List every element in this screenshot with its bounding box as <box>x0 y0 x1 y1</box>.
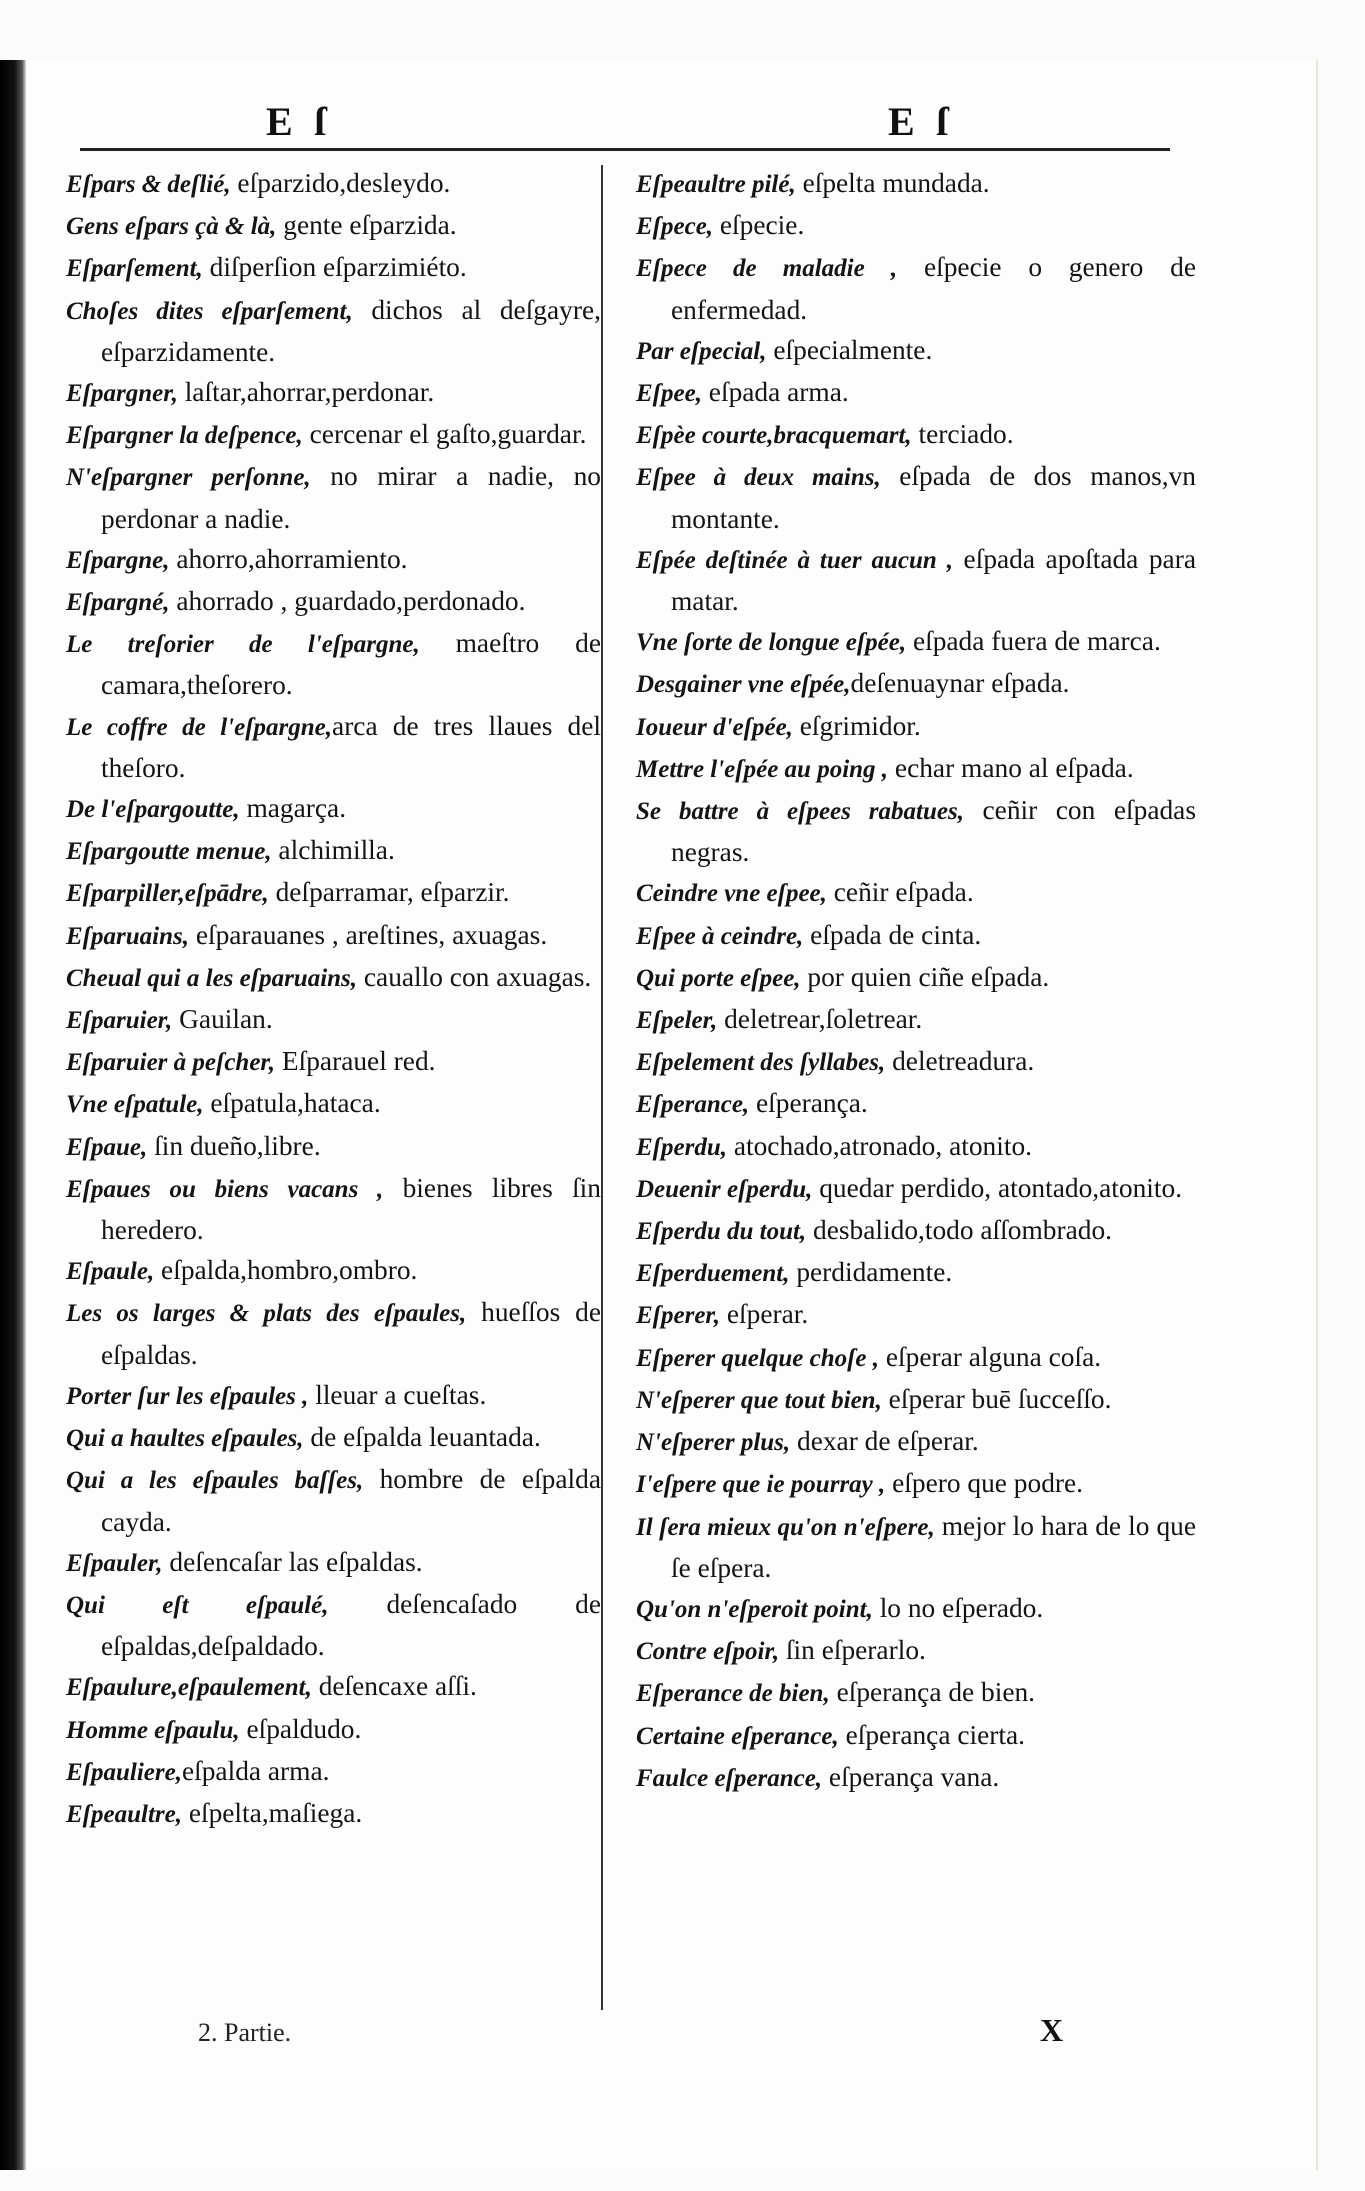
entry-translation: bienes libres ſin heredero. <box>101 1172 601 1246</box>
dictionary-entry <box>66 915 601 957</box>
entry-headword: Eſperance, <box>636 1091 750 1119</box>
dictionary-entry <box>66 1375 601 1417</box>
dictionary-entry <box>636 1252 1196 1294</box>
dictionary-entry <box>636 539 1196 621</box>
dictionary-entry <box>66 247 601 289</box>
entry-translation: cercenar el gaſto,guardar. <box>302 419 587 450</box>
catchword-signature: X <box>1040 2012 1064 2048</box>
entry-translation: dexar de eſperar. <box>790 1426 979 1457</box>
entry-headword: Eſperduement, <box>636 1260 790 1288</box>
entry-translation: eſperar alguna coſa. <box>879 1341 1102 1372</box>
entry-headword: Il ſera mieux qu'on n'eſpere, <box>636 1513 935 1541</box>
dictionary-entry <box>66 1168 601 1250</box>
entry-headword: Certaine eſperance, <box>636 1722 839 1750</box>
entry-headword: Eſpece, <box>636 213 714 241</box>
dictionary-entry <box>636 1588 1196 1630</box>
entry-headword: Eſparuier, <box>66 1007 173 1035</box>
entry-translation: deſparramar, eſparzir. <box>268 877 510 908</box>
dictionary-entry <box>66 1709 601 1751</box>
entry-translation: eſperança. <box>749 1088 868 1119</box>
dictionary-entry <box>636 205 1196 247</box>
entry-translation: maeſtro de camara,theſorero. <box>101 628 601 701</box>
entry-translation: eſgrimidor. <box>792 710 921 741</box>
entry-translation: hueſſos de eſpaldas. <box>101 1297 601 1370</box>
dictionary-entry <box>636 872 1196 914</box>
book-spine-shadow <box>0 60 26 2170</box>
entry-headword: Qui eſt eſpaulé, <box>66 1591 329 1619</box>
entry-headword: Homme eſpaulu, <box>66 1716 240 1744</box>
entry-headword: Vne eſpatule, <box>66 1091 204 1119</box>
dictionary-entry <box>636 247 1196 329</box>
entry-headword: Qui a haultes eſpaules, <box>66 1425 304 1453</box>
dictionary-entry <box>66 1542 601 1584</box>
entry-translation: eſparzido,desleydo. <box>230 168 451 198</box>
right-column <box>636 163 1196 1799</box>
dictionary-entry <box>636 999 1196 1041</box>
entry-headword: Choſes dites eſparſement, <box>66 297 353 325</box>
entry-headword: Le treſorier de l'eſpargne, <box>66 631 420 659</box>
dictionary-entry <box>636 1379 1196 1421</box>
entry-headword: Eſpee à deux mains, <box>636 464 881 492</box>
entry-headword: Eſpaues ou biens vacans , <box>66 1175 384 1203</box>
entry-translation: deſenuaynar eſpada. <box>850 668 1070 699</box>
dictionary-entry <box>66 788 601 830</box>
dictionary-entry <box>636 1421 1196 1463</box>
entry-translation: deſencaſar las eſpaldas. <box>162 1546 423 1577</box>
entry-headword: De l'eſpargoutte, <box>66 796 240 824</box>
dictionary-entry <box>66 1292 601 1374</box>
column-divider <box>601 165 603 2010</box>
signature-mark: 2. Partie. <box>198 2018 292 2047</box>
entry-headword: Eſpaulure,eſpaulement, <box>66 1674 312 1702</box>
dictionary-entry <box>636 372 1196 414</box>
entry-translation: ceñir con eſpadas negras. <box>671 795 1196 868</box>
entry-translation: eſperar buē ſucceſſo. <box>881 1383 1112 1414</box>
entry-translation: laſtar,ahorrar,perdonar. <box>177 377 435 408</box>
entry-translation: ſin eſperarlo. <box>779 1635 926 1666</box>
entry-translation: deſencaxe aſſi. <box>311 1671 477 1702</box>
entry-translation: eſpelta,maſiega. <box>181 1797 363 1828</box>
dictionary-entry <box>66 1250 601 1292</box>
entry-translation: terciado. <box>911 419 1014 450</box>
entry-headword: Eſpauler, <box>66 1549 163 1577</box>
dictionary-entry <box>66 999 601 1041</box>
entry-translation: perdidamente. <box>789 1257 953 1288</box>
dictionary-entry <box>636 1294 1196 1336</box>
dictionary-entry <box>66 957 601 999</box>
entry-translation: Gauilan. <box>172 1004 273 1035</box>
dictionary-entry <box>636 1210 1196 1252</box>
dictionary-entry <box>66 163 601 205</box>
entry-translation: ahorrado , guardado,perdonado. <box>169 586 526 617</box>
entry-headword: Eſpargne, <box>66 546 170 574</box>
dictionary-entry <box>66 830 601 872</box>
dictionary-entry <box>636 1630 1196 1672</box>
dictionary-entry <box>636 456 1196 538</box>
dictionary-entry <box>66 414 601 456</box>
entry-headword: Desgainer vne eſpée, <box>636 671 851 699</box>
entry-headword: Par eſpecial, <box>636 337 767 365</box>
entry-headword: Les os larges & plats des eſpaules, <box>66 1300 467 1328</box>
entry-translation: deletreadura. <box>885 1046 1035 1077</box>
entry-translation: eſpada de cinta. <box>803 919 982 950</box>
entry-headword: Eſpee à ceindre, <box>636 922 804 950</box>
entry-headword: Contre eſpoir, <box>636 1638 780 1666</box>
entry-headword: Eſparuains, <box>66 922 189 950</box>
dictionary-entry <box>636 1041 1196 1083</box>
entry-headword: Cheual qui a les eſparuains, <box>66 964 358 992</box>
entry-headword: Qui a les eſpaules baſſes, <box>66 1467 364 1495</box>
dictionary-entry <box>636 957 1196 999</box>
entry-translation: quedar perdido, atontado,atonito. <box>812 1172 1183 1203</box>
entry-headword: Eſpeaultre pilé, <box>636 171 796 198</box>
entry-translation: eſpalda arma. <box>181 1755 330 1786</box>
entry-headword: Eſparſement, <box>66 255 203 283</box>
entry-headword: Eſpars & deſlié, <box>66 171 231 198</box>
entry-headword: Eſperer quelque choſe , <box>636 1344 880 1372</box>
entry-headword: Eſpaule, <box>66 1258 155 1286</box>
entry-headword: Vne ſorte de longue eſpée, <box>636 629 907 657</box>
entry-headword: Eſpée deſtinée à tuer aucun , <box>636 546 954 574</box>
dictionary-entry <box>636 621 1196 663</box>
entry-translation: eſpero que podre. <box>885 1468 1084 1499</box>
entry-translation: eſperança de bien. <box>829 1677 1036 1708</box>
entry-headword: Eſpee, <box>636 380 702 408</box>
entry-headword: Mettre l'eſpée au poing , <box>636 755 889 783</box>
entry-headword: Eſpeler, <box>636 1007 718 1035</box>
entry-headword: Eſpeaultre, <box>66 1800 182 1828</box>
entry-headword: Eſpargné, <box>66 589 170 617</box>
entry-headword: Faulce eſperance, <box>636 1764 823 1792</box>
dictionary-entry <box>636 1757 1196 1799</box>
entry-headword: Eſpauliere, <box>66 1758 182 1786</box>
entry-translation: eſpada arma. <box>701 377 849 408</box>
dictionary-entry <box>636 706 1196 748</box>
dictionary-entry <box>636 1126 1196 1168</box>
dictionary-entry <box>636 1463 1196 1505</box>
entry-translation: eſpada fuera de marca. <box>906 626 1161 657</box>
entry-headword: Ioueur d'eſpée, <box>636 713 793 741</box>
entry-translation: hombre de eſpalda cayda. <box>101 1464 601 1537</box>
entry-headword: Ceindre vne eſpee, <box>636 880 827 908</box>
entry-translation: arca de tres llaues del theſoro. <box>101 710 601 783</box>
dictionary-entry <box>636 663 1196 705</box>
entry-headword: N'eſperer plus, <box>636 1429 791 1457</box>
dictionary-entry <box>66 1793 601 1835</box>
dictionary-entry <box>66 1751 601 1793</box>
dictionary-entry <box>66 205 601 247</box>
dictionary-entry <box>66 1083 601 1125</box>
entry-translation: Eſparauel red. <box>275 1046 436 1077</box>
dictionary-entry <box>636 1168 1196 1210</box>
entry-headword: I'eſpere que ie pourray , <box>636 1471 886 1499</box>
entry-translation: lleuar a cueſtas. <box>308 1379 487 1410</box>
dictionary-entry <box>636 790 1196 872</box>
entry-translation: eſpalda,hombro,ombro. <box>154 1255 418 1286</box>
entry-headword: Eſpece de maladie , <box>636 255 898 283</box>
entry-headword: Eſpaue, <box>66 1133 148 1161</box>
dictionary-entry <box>66 539 601 581</box>
dictionary-entry <box>66 706 601 788</box>
dictionary-entry <box>636 915 1196 957</box>
entry-headword: N'eſperer que tout bien, <box>636 1386 882 1414</box>
entry-headword: Eſperance de bien, <box>636 1680 830 1708</box>
entry-headword: Eſperdu, <box>636 1133 727 1161</box>
entry-headword: Se battre à eſpees rabatues, <box>636 798 964 826</box>
entry-translation: eſpecie o genero de enfermedad. <box>671 252 1196 325</box>
entry-translation: alchimilla. <box>271 835 395 866</box>
entry-headword: Gens eſpars çà & là, <box>66 213 277 241</box>
entry-translation: ahorro,ahorramiento. <box>169 543 408 574</box>
entry-headword: Eſpargoutte menue, <box>66 838 272 866</box>
entry-translation: eſperança cierta. <box>838 1719 1025 1750</box>
dictionary-entry <box>66 1459 601 1541</box>
entry-translation: eſpaldudo. <box>239 1713 362 1744</box>
left-column <box>66 163 601 1835</box>
dictionary-entry <box>636 1083 1196 1125</box>
entry-translation: eſpelta mundada. <box>795 168 990 198</box>
entry-headword: Eſpargner la deſpence, <box>66 422 303 450</box>
entry-translation: echar mano al eſpada. <box>888 752 1134 783</box>
entry-translation: ſin dueño,libre. <box>147 1130 321 1161</box>
dictionary-entry <box>66 1041 601 1083</box>
dictionary-entry <box>636 414 1196 456</box>
entry-translation: ceñir eſpada. <box>826 877 974 908</box>
entry-translation: deletrear,ſoletrear. <box>717 1004 923 1035</box>
entry-headword: Eſpèe courte,bracquemart, <box>636 422 912 450</box>
entry-translation: eſperança vana. <box>822 1761 1000 1792</box>
entry-translation: mejor lo hara de lo que ſe eſpera. <box>671 1510 1196 1583</box>
dictionary-entry <box>636 163 1196 205</box>
entry-translation: dichos al deſgayre, eſparzidamente. <box>101 294 601 367</box>
dictionary-entry <box>636 330 1196 372</box>
entry-translation: cauallo con axuagas. <box>357 961 592 992</box>
dictionary-entry <box>636 1506 1196 1588</box>
entry-translation: gente eſparzida. <box>276 210 457 241</box>
header-rule <box>80 148 1170 151</box>
entry-translation: por quien ciñe eſpada. <box>800 961 1050 992</box>
entry-translation: eſpatula,hataca. <box>203 1088 381 1119</box>
dictionary-entry <box>66 1666 601 1708</box>
entry-translation: no mirar a nadie, no perdonar a nadie. <box>101 461 601 534</box>
entry-headword: Eſparpiller,eſpādre, <box>66 880 269 908</box>
dictionary-entry <box>66 623 601 705</box>
dictionary-entry <box>636 1715 1196 1757</box>
dictionary-entry <box>636 748 1196 790</box>
entry-translation: atochado,atronado, atonito. <box>726 1130 1032 1161</box>
entry-translation: eſparauanes , areſtines, axuagas. <box>188 919 548 950</box>
entry-headword: Deuenir eſperdu, <box>636 1175 813 1203</box>
entry-headword: Le coffre de l'eſpargne, <box>66 713 333 741</box>
dictionary-entry <box>66 1126 601 1168</box>
entry-headword: N'eſpargner perſonne, <box>66 464 311 492</box>
dictionary-entry <box>66 290 601 372</box>
entry-headword: Eſpargner, <box>66 380 178 408</box>
dictionary-entry <box>66 456 601 538</box>
entry-translation: magarça. <box>239 793 347 824</box>
entry-headword: Eſparuier à peſcher, <box>66 1049 276 1077</box>
dictionary-entry <box>66 372 601 414</box>
entry-headword: Qu'on n'eſperoit point, <box>636 1595 873 1623</box>
entry-headword: Eſperdu du tout, <box>636 1218 807 1246</box>
running-head-left: E ſ <box>266 99 332 144</box>
entry-translation: eſpecialmente. <box>766 334 933 365</box>
entry-translation: eſpada apoſtada para matar. <box>671 543 1196 617</box>
dictionary-entry <box>66 1417 601 1459</box>
dictionary-entry <box>66 581 601 623</box>
dictionary-entry <box>636 1672 1196 1714</box>
entry-translation: eſperar. <box>720 1299 809 1330</box>
dictionary-entry <box>66 1584 601 1666</box>
dictionary-entry <box>66 872 601 914</box>
entry-translation: lo no eſperado. <box>872 1592 1044 1623</box>
dictionary-entry <box>636 1337 1196 1379</box>
entry-translation: deſencaſado de eſpaldas,deſpaldado. <box>101 1588 601 1662</box>
entry-headword: Porter ſur les eſpaules , <box>66 1382 309 1410</box>
entry-translation: desbalido,todo aſſombrado. <box>806 1215 1112 1246</box>
entry-headword: Eſperer, <box>636 1302 721 1330</box>
entry-headword: Qui porte eſpee, <box>636 964 801 992</box>
running-head-right: E ſ <box>888 99 954 144</box>
entry-headword: Eſpelement des ſyllabes, <box>636 1049 886 1077</box>
entry-translation: diſperſion eſparzimiéto. <box>202 252 467 283</box>
entry-translation: eſpecie. <box>713 210 805 241</box>
entry-translation: de eſpalda leuantada. <box>303 1422 541 1453</box>
entry-translation: eſpada de dos manos,vn montante. <box>671 461 1196 534</box>
